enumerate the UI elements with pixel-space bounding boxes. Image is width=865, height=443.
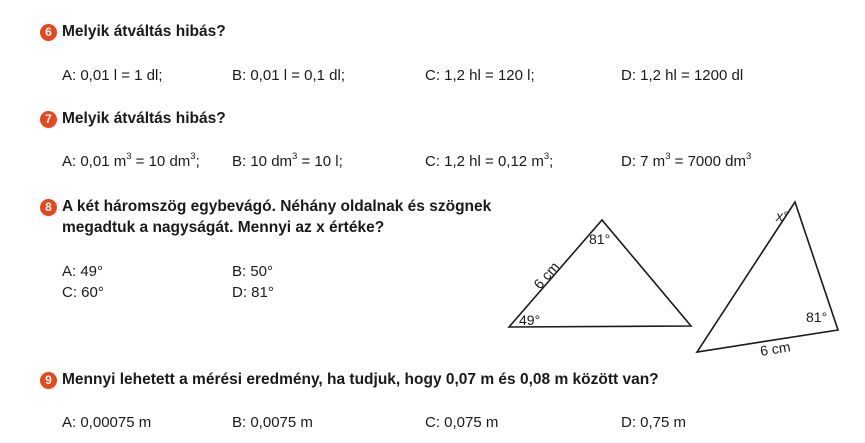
q7-option-c[interactable]: C: 1,2 hl = 0,12 $m^3$; (425, 151, 554, 170)
q9-option-a[interactable]: A: 0,00075 m (62, 414, 152, 431)
question-9-number: 9 (40, 372, 57, 389)
q7-option-b[interactable]: B: 10 $dm^3 = 10$ l; (232, 151, 343, 170)
question-6-title: Melyik átváltás hibás? (62, 23, 226, 40)
q8-option-a[interactable]: A: 49° (62, 263, 104, 280)
q6-option-b[interactable]: B: 0,01 l = 0,1 dl; (232, 67, 345, 84)
q6-option-a[interactable]: A: 0,01 l = 1 dl; (62, 67, 163, 84)
triangle-2-side-label: 6 cm (758, 338, 792, 359)
question-7-title: Melyik átváltás hibás? (62, 110, 226, 127)
triangle-2-bottom-angle: 81° (806, 309, 828, 325)
question-8-title-line-2: megadtuk a nagyságát. Mennyi az x értéke? (62, 219, 385, 236)
q9-option-b[interactable]: B: 0,0075 m (232, 414, 313, 431)
triangle-2-top-angle: x° (776, 208, 789, 224)
q9-option-c[interactable]: C: 0,075 m (425, 414, 499, 431)
triangle-1 (509, 220, 691, 328)
q7-option-d[interactable]: D: 7 $m^3 = 7000$ $dm^3$ (621, 151, 752, 170)
q7-option-a[interactable]: A: 0,01 $m^3 = 10$ $dm^3$; (62, 151, 200, 170)
q8-option-d[interactable]: D: 81° (232, 284, 274, 301)
question-8-number: 8 (40, 199, 57, 216)
q8-option-b[interactable]: B: 50° (232, 263, 274, 280)
triangle-2 (697, 202, 838, 359)
triangle-1-bottom-angle: 49° (519, 312, 541, 328)
q9-option-d[interactable]: D: 0,75 m (621, 414, 687, 431)
q8-option-c[interactable]: C: 60° (62, 284, 104, 301)
triangle-1-top-angle: 81° (589, 231, 611, 247)
question-9-title: Mennyi lehetett a mérési eredmény, ha tudjuk, hogy 0,07 m és 0,08 m között van? (62, 371, 659, 388)
question-6-number: 6 (40, 24, 57, 41)
q6-option-c[interactable]: C: 1,2 hl = 120 l; (425, 67, 535, 84)
question-7-number: 7 (40, 111, 57, 128)
question-8-title-line-1: A két háromszög egybevágó. Néhány oldalnak és szögnek (62, 198, 492, 215)
q6-option-d[interactable]: D: 1,2 hl = 1200 dl (621, 67, 744, 84)
triangle-1-side-label: 6 cm (530, 258, 563, 292)
